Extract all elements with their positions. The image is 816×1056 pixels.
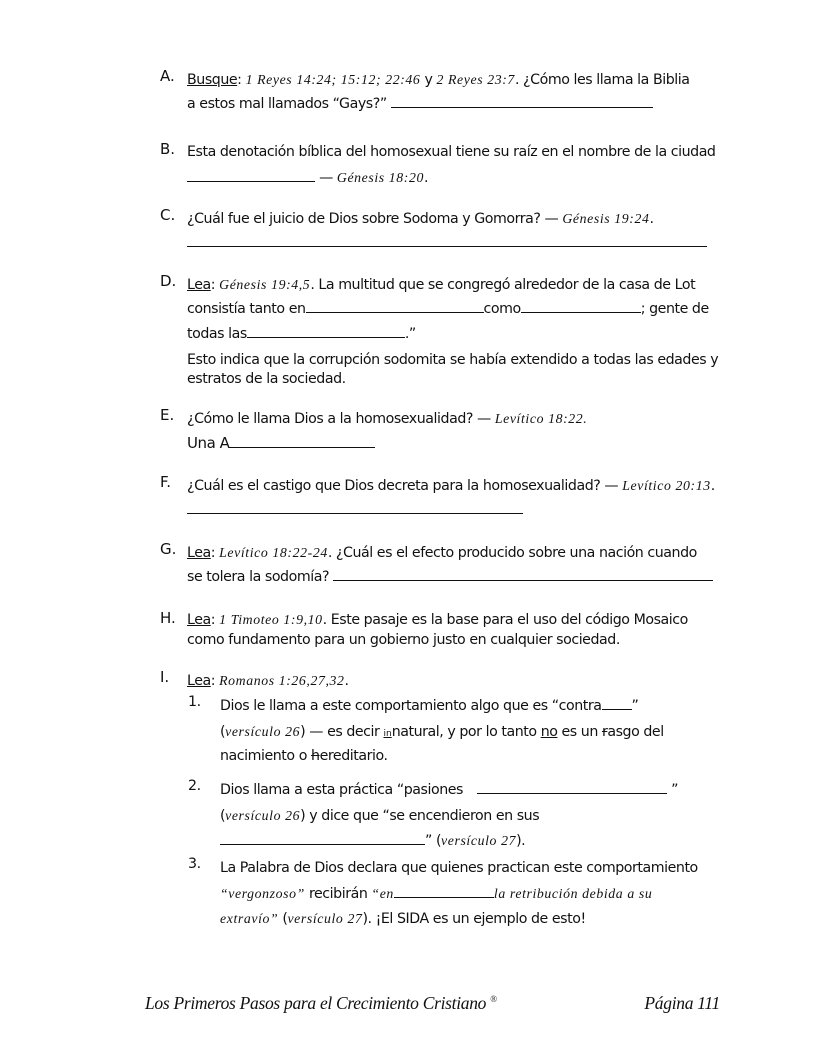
subitem-text: es un (557, 724, 602, 740)
answer-blank[interactable] (391, 92, 653, 108)
scripture-ref: Romanos 1:26,27,32 (219, 673, 345, 688)
paren: ( (220, 724, 226, 740)
question-text: ¿Cómo le llama Dios a la homosexualidad? (187, 411, 473, 427)
colon: : (210, 673, 216, 689)
instruction-word: Lea (187, 545, 211, 561)
subitem-3 (188, 856, 720, 931)
subitem-number: 1. (188, 694, 201, 710)
item-label: G. (160, 540, 177, 558)
subitem-text: nacimiento o (220, 748, 312, 764)
item-label: I. (160, 668, 170, 686)
scripture-ref: 1 Timoteo 1:9,10 (219, 612, 323, 627)
item-e (160, 406, 720, 456)
period: . (649, 211, 654, 227)
answer-blank[interactable] (187, 498, 523, 514)
item-label: F. (160, 473, 171, 491)
item-b (160, 140, 720, 190)
answer-blank[interactable] (602, 694, 632, 710)
scripture-ref: versículo 27 (441, 833, 517, 848)
quoted-phrase: “en (371, 886, 394, 901)
colon: : (237, 72, 242, 88)
item-label: C. (160, 206, 176, 224)
passage-note: . Este pasaje es la base para el uso del código Mosaico (322, 612, 688, 628)
instruction-word: Lea (187, 612, 211, 628)
subitem-text: ” ( (425, 833, 442, 849)
item-label: H. (160, 609, 176, 627)
subitem-text: asgo del (607, 724, 664, 740)
quoted-phrase: la retribución debida a su (493, 886, 653, 901)
question-text: a estos mal llamados “Gays?” (187, 96, 387, 112)
subitem-number: 3. (188, 856, 201, 872)
scripture-ref: 2 Reyes 23:7 (436, 72, 515, 87)
page-number: Página 111 (644, 993, 720, 1013)
quote-close: ” (631, 698, 639, 714)
scripture-ref: Génesis 19:24 (562, 211, 650, 226)
subitem-text: ). ¡El SIDA es un ejemplo de esto! (362, 911, 586, 927)
question-text: Esta denotación bíblica del homosexual tiene su raíz en el nombre de la ciudad (187, 144, 716, 160)
question-text: . La multitud que se congregó alrededor de la casa de Lot (310, 277, 696, 293)
item-f (160, 473, 720, 523)
colon: : (210, 612, 216, 628)
question-text: . ¿Cómo les llama la Biblia (514, 72, 690, 88)
registered-mark: ® (490, 994, 497, 1005)
quote-close: ” (671, 782, 678, 798)
dash: — (477, 411, 491, 427)
scripture-ref: Levítico 20:13 (622, 478, 711, 493)
subitem-1 (188, 694, 720, 769)
period: . (710, 478, 715, 494)
question-text: ¿Cuál es el castigo que Dios decreta para la homosexualidad? (187, 478, 601, 494)
question-text: consistía tanto en (187, 301, 306, 317)
colon: : (210, 545, 216, 561)
question-text: todas las (187, 326, 247, 342)
item-c (160, 206, 720, 256)
answer-blank[interactable] (187, 231, 707, 247)
footer-title (145, 993, 497, 1014)
dash: — (319, 170, 333, 186)
answer-blank[interactable] (521, 297, 641, 313)
scripture-ref: Génesis 18:20 (336, 170, 424, 185)
answer-blank[interactable] (306, 297, 484, 313)
scripture-ref: Levítico 18:22. (494, 411, 588, 426)
scripture-ref: versículo 27 (287, 911, 363, 926)
quoted-phrase: extravío” (220, 911, 279, 926)
struck-letter: h (311, 748, 320, 764)
subitem-text: ). (516, 833, 526, 849)
colon: : (210, 277, 216, 293)
item-g (160, 540, 720, 590)
question-text: . ¿Cuál es el efecto producido sobre una nación cuando (327, 545, 697, 561)
dash: — (604, 478, 619, 494)
scripture-ref: versículo 26 (225, 724, 301, 739)
scripture-ref: Levítico 18:22-24 (219, 545, 328, 560)
item-a (160, 67, 720, 117)
scripture-ref: 1 Reyes 14:24; 15:12; 22:46 (245, 72, 421, 87)
answer-blank[interactable] (187, 166, 315, 182)
question-text: como (483, 301, 521, 317)
period: . (344, 673, 349, 689)
item-h (160, 609, 720, 651)
conjunction: y (424, 72, 433, 88)
answer-blank[interactable] (247, 322, 405, 338)
instruction-word: Lea (187, 673, 211, 689)
subitem-text: Dios le llama a este comportamiento algo que es “contra (220, 698, 602, 714)
period: . (424, 170, 429, 186)
subitem-text: ereditario. (319, 748, 388, 764)
quoted-phrase: “vergonzoso” (220, 886, 305, 901)
question-text: ; gente de (640, 301, 709, 317)
item-label: E. (160, 406, 175, 424)
answer-blank[interactable] (477, 778, 667, 794)
scripture-ref: Génesis 19:4,5 (219, 277, 311, 292)
subitem-text: natural, y por lo tanto (391, 724, 541, 740)
instruction-word: Lea (187, 277, 211, 293)
item-i (160, 668, 720, 693)
item-label: A. (160, 67, 175, 85)
item-d (160, 272, 720, 389)
question-text: .” (404, 326, 416, 342)
answer-prefix: Una A (187, 434, 230, 452)
struck-letter: r (601, 724, 608, 740)
page-footer (145, 993, 720, 1019)
answer-blank[interactable] (229, 432, 375, 448)
answer-blank[interactable] (220, 829, 425, 845)
subitem-text: ) — es decir (300, 724, 384, 740)
passage-note: como fundamento para un gobierno justo en cualquier sociedad. (187, 632, 620, 648)
subitem-text: Dios llama a esta práctica “pasiones (220, 782, 463, 798)
scripture-ref: versículo 26 (225, 808, 301, 823)
question-text: se tolera la sodomía? (187, 569, 330, 585)
subitem-text: ( (278, 911, 288, 927)
question-text: ¿Cuál fue el juicio de Dios sobre Sodoma y Gomorra? (187, 211, 541, 227)
item-label: B. (160, 140, 176, 158)
instruction-word: Busque (187, 72, 238, 88)
item-label: D. (160, 272, 177, 290)
answer-blank[interactable] (394, 882, 494, 898)
emphasis-no: no (540, 724, 558, 740)
paren: ( (220, 808, 226, 824)
subitem-2 (188, 778, 720, 853)
dash: — (544, 211, 559, 227)
subitem-text: ) y dice que “se encendieron en sus (300, 808, 540, 824)
subitem-number: 2. (188, 778, 201, 794)
subitem-text: La Palabra de Dios declara que quienes practican este comportamiento (220, 860, 698, 876)
subitem-text: recibirán (304, 886, 372, 902)
book-title: Los Primeros Pasos para el Crecimiento Cristiano (145, 993, 487, 1013)
explanation-note: Esto indica que la corrupción sodomita se había extendido a todas las edades y estratos de la sociedad. (187, 352, 719, 387)
prefix-in: in (383, 729, 392, 739)
answer-blank[interactable] (333, 565, 713, 581)
